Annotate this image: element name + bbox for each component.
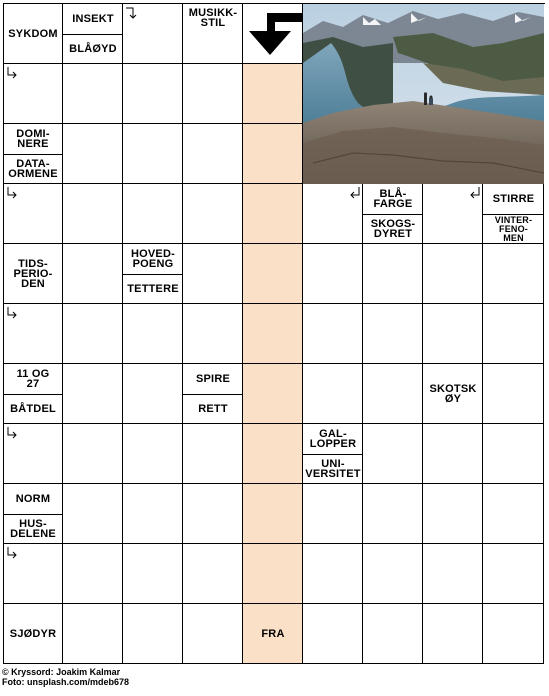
grid-cell[interactable] bbox=[123, 484, 183, 544]
grid-cell[interactable] bbox=[303, 544, 363, 604]
grid-cell[interactable] bbox=[63, 304, 123, 364]
clue-text: BLÅØYD bbox=[69, 43, 117, 55]
credits bbox=[2, 667, 129, 687]
grid-cell[interactable] bbox=[63, 544, 123, 604]
grid-cell[interactable] bbox=[63, 364, 123, 424]
grid-cell[interactable] bbox=[123, 304, 183, 364]
grid-cell[interactable] bbox=[183, 544, 243, 604]
grid-cell[interactable] bbox=[123, 424, 183, 484]
grid-cell[interactable] bbox=[123, 184, 183, 244]
grid-cell[interactable] bbox=[63, 484, 123, 544]
right-down-arrow-icon bbox=[125, 6, 137, 20]
grid-cell[interactable] bbox=[483, 604, 544, 664]
grid-cell[interactable] bbox=[483, 424, 544, 484]
grid-cell[interactable] bbox=[423, 604, 483, 664]
grid-cell[interactable] bbox=[63, 64, 123, 124]
grid-cell[interactable] bbox=[63, 244, 123, 304]
grid-cell[interactable] bbox=[243, 64, 303, 124]
grid-cell[interactable] bbox=[183, 484, 243, 544]
grid-cell[interactable] bbox=[303, 364, 363, 424]
grid-cell[interactable] bbox=[183, 424, 243, 484]
credit-photo: Foto: unsplash.com/mdeb678 bbox=[2, 677, 130, 687]
clue-text: TETTERE bbox=[127, 283, 179, 295]
down-left-arrow-icon bbox=[349, 186, 361, 200]
grid-cell[interactable] bbox=[243, 124, 303, 184]
grid-cell[interactable] bbox=[123, 364, 183, 424]
grid-cell[interactable] bbox=[183, 124, 243, 184]
grid-cell[interactable] bbox=[363, 304, 423, 364]
grid-cell[interactable] bbox=[483, 304, 544, 364]
clue-text: HUS- DELENE bbox=[10, 518, 56, 540]
down-right-arrow-icon bbox=[6, 186, 18, 200]
clue-text: TIDS- PERIO- DEN bbox=[13, 258, 53, 290]
grid-cell[interactable] bbox=[423, 244, 483, 304]
grid-cell[interactable] bbox=[483, 544, 544, 604]
down-right-arrow-icon bbox=[6, 426, 18, 440]
grid-cell[interactable] bbox=[303, 604, 363, 664]
grid-cell[interactable] bbox=[303, 244, 363, 304]
grid-cell[interactable] bbox=[183, 304, 243, 364]
grid-cell[interactable] bbox=[183, 64, 243, 124]
clue-text: GAL- LOPPER bbox=[309, 428, 357, 450]
grid-cell[interactable] bbox=[363, 484, 423, 544]
grid-cell[interactable] bbox=[483, 484, 544, 544]
grid-cell[interactable] bbox=[363, 364, 423, 424]
grid-cell[interactable] bbox=[243, 544, 303, 604]
clue-text: UNI- VERSITET bbox=[305, 458, 361, 480]
clue-text: MUSIKK- STIL bbox=[188, 7, 238, 29]
grid-cell[interactable] bbox=[363, 604, 423, 664]
grid-cell[interactable] bbox=[423, 424, 483, 484]
clue-text: SPIRE bbox=[195, 373, 230, 385]
grid-cell[interactable] bbox=[363, 544, 423, 604]
grid-cell[interactable] bbox=[303, 484, 363, 544]
clue-text: BLÅ- FARGE bbox=[373, 188, 413, 210]
grid-cell[interactable] bbox=[423, 544, 483, 604]
bold-down-left-arrow-icon bbox=[243, 3, 303, 64]
grid-cell[interactable] bbox=[63, 424, 123, 484]
grid-cell[interactable] bbox=[183, 604, 243, 664]
grid-cell[interactable] bbox=[183, 244, 243, 304]
grid-cell[interactable] bbox=[363, 244, 423, 304]
grid-cell[interactable] bbox=[243, 364, 303, 424]
down-right-arrow-icon bbox=[6, 546, 18, 560]
mountain-lake-photo bbox=[303, 3, 544, 184]
clue-text: HOVED- POENG bbox=[131, 248, 175, 270]
clue-text: SKOTSK ØY bbox=[429, 383, 477, 405]
grid-cell[interactable] bbox=[243, 484, 303, 544]
grid-cell[interactable] bbox=[123, 544, 183, 604]
grid-cell[interactable] bbox=[63, 184, 123, 244]
grid-cell[interactable] bbox=[63, 124, 123, 184]
down-right-arrow-icon bbox=[6, 66, 18, 80]
clue-text: SYKDOM bbox=[8, 27, 58, 40]
grid-cell[interactable] bbox=[423, 484, 483, 544]
clue-text: VINTER- FENO- MEN bbox=[494, 214, 533, 243]
grid-cell[interactable] bbox=[483, 364, 544, 424]
down-right-arrow-icon bbox=[6, 306, 18, 320]
clue-text: SKOGS- DYRET bbox=[370, 218, 416, 240]
grid-cell[interactable] bbox=[123, 124, 183, 184]
grid-cell[interactable] bbox=[483, 244, 544, 304]
clue-text: RETT bbox=[198, 403, 228, 415]
grid-cell[interactable] bbox=[423, 304, 483, 364]
credit-puzzle: © Kryssord: Joakim Kalmar bbox=[2, 667, 121, 677]
clue-text: FRA bbox=[261, 628, 285, 640]
grid-cell[interactable] bbox=[183, 184, 243, 244]
clue-text: DOMI- NERE bbox=[16, 128, 50, 150]
grid-cell[interactable] bbox=[363, 424, 423, 484]
clue-text: STIRRE bbox=[492, 193, 535, 205]
down-left-arrow-icon bbox=[469, 186, 481, 200]
grid-cell[interactable] bbox=[243, 184, 303, 244]
clue-text: INSEKT bbox=[72, 12, 114, 25]
clue-text: NORM bbox=[15, 493, 51, 505]
clue-text: DATA- ORMENE bbox=[8, 158, 58, 180]
grid-cell[interactable] bbox=[243, 424, 303, 484]
clue-text: BÅTDEL bbox=[10, 403, 56, 415]
grid-cell[interactable] bbox=[243, 244, 303, 304]
grid-cell[interactable] bbox=[63, 604, 123, 664]
grid-cell[interactable] bbox=[123, 604, 183, 664]
grid-cell[interactable] bbox=[303, 304, 363, 364]
clue-text: 11 OG 27 bbox=[16, 368, 50, 390]
grid-cell[interactable] bbox=[243, 304, 303, 364]
grid-cell[interactable] bbox=[123, 64, 183, 124]
clue-text: SJØDYR bbox=[9, 628, 57, 640]
